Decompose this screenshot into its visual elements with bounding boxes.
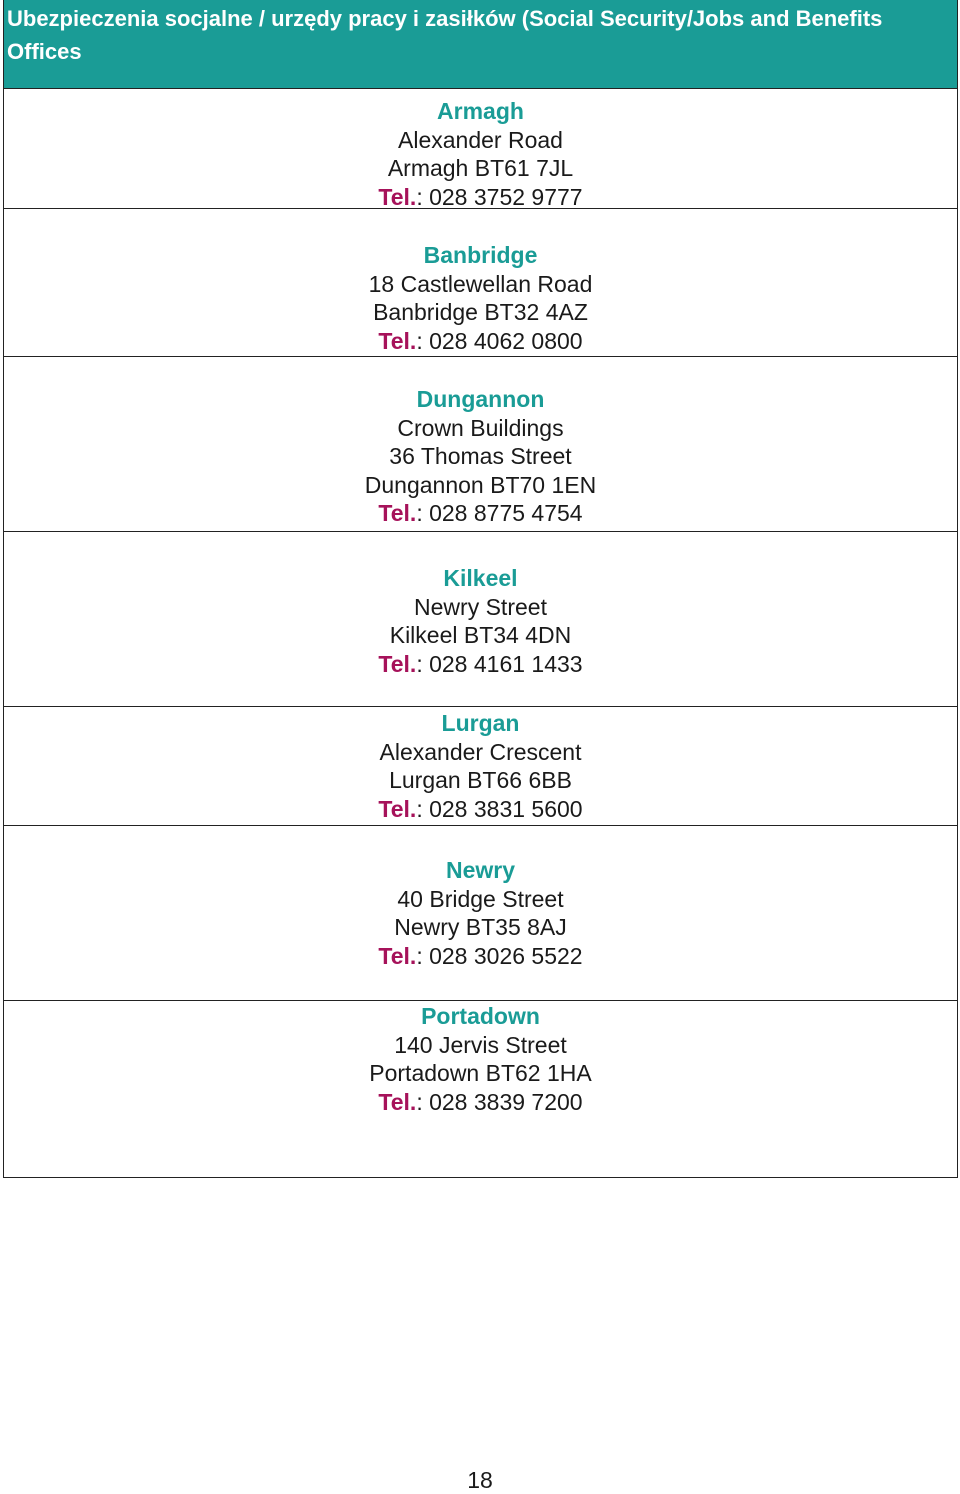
office-address-line: Armagh BT61 7JL — [387, 155, 574, 181]
office-entry-portadown — [4, 1001, 957, 1177]
tel-label: Tel. — [378, 500, 417, 526]
page-number: 18 — [467, 1467, 493, 1493]
office-name: Kilkeel — [443, 565, 518, 591]
office-name: Portadown — [421, 1003, 540, 1029]
office-name: Dungannon — [416, 386, 545, 412]
office-address-line: Alexander Crescent — [379, 738, 582, 765]
office-address-line: Banbridge BT32 4AZ — [373, 299, 588, 325]
tel-label: Tel. — [378, 795, 417, 822]
office-address-line: Lurgan BT66 6BB — [389, 767, 572, 793]
office-address-line: Dungannon BT70 1EN — [364, 471, 597, 498]
phone-number: : 028 4161 1433 — [416, 650, 583, 677]
office-address-line: 18 Castlewellan Road — [368, 270, 593, 297]
offices-table — [3, 0, 958, 1178]
tel-label: Tel. — [378, 183, 417, 210]
office-address-line: 40 Bridge Street — [397, 885, 564, 912]
office-phone — [4, 1088, 957, 1117]
office-address-line: Kilkeel BT34 4DN — [389, 622, 572, 648]
tel-label: Tel. — [378, 1088, 417, 1115]
office-entry-armagh — [4, 89, 957, 209]
office-name: Armagh — [437, 98, 524, 124]
office-phone — [4, 183, 957, 212]
tel-label: Tel. — [378, 650, 417, 677]
office-name: Lurgan — [441, 710, 520, 736]
phone-number: : 028 4062 0800 — [416, 327, 583, 354]
tel-label: Tel. — [378, 942, 417, 969]
office-address-line: Portadown BT62 1HA — [369, 1060, 592, 1086]
office-name: Newry — [445, 857, 516, 883]
office-entry-lurgan — [4, 707, 957, 826]
office-entry-newry — [4, 826, 957, 1001]
office-address-line: Crown Buildings — [397, 414, 564, 441]
office-phone — [4, 327, 957, 356]
tel-label: Tel. — [378, 327, 417, 354]
office-entry-dungannon — [4, 357, 957, 532]
phone-number: : 028 3026 5522 — [416, 942, 583, 969]
office-phone — [4, 499, 957, 528]
office-phone — [4, 650, 957, 679]
office-phone — [4, 942, 957, 971]
phone-number: : 028 3839 7200 — [416, 1088, 583, 1115]
office-address-line: 140 Jervis Street — [394, 1031, 567, 1058]
office-address-line: Newry Street — [414, 593, 547, 620]
office-address-line: 36 Thomas Street — [389, 443, 572, 469]
section-header — [4, 0, 957, 89]
office-phone — [4, 795, 957, 824]
office-address-line: Alexander Road — [398, 126, 563, 153]
phone-number: : 028 3831 5600 — [416, 795, 583, 822]
section-title: Ubezpieczenia socjalne / urzędy pracy i zasiłków (Social Security/Jobs and Benefits Offices — [7, 6, 883, 64]
office-address-line: Newry BT35 8AJ — [394, 914, 567, 940]
office-name: Banbridge — [423, 242, 538, 268]
office-entry-kilkeel — [4, 532, 957, 707]
office-entry-banbridge — [4, 209, 957, 357]
phone-number: : 028 3752 9777 — [416, 183, 583, 210]
phone-number: : 028 8775 4754 — [416, 500, 583, 526]
